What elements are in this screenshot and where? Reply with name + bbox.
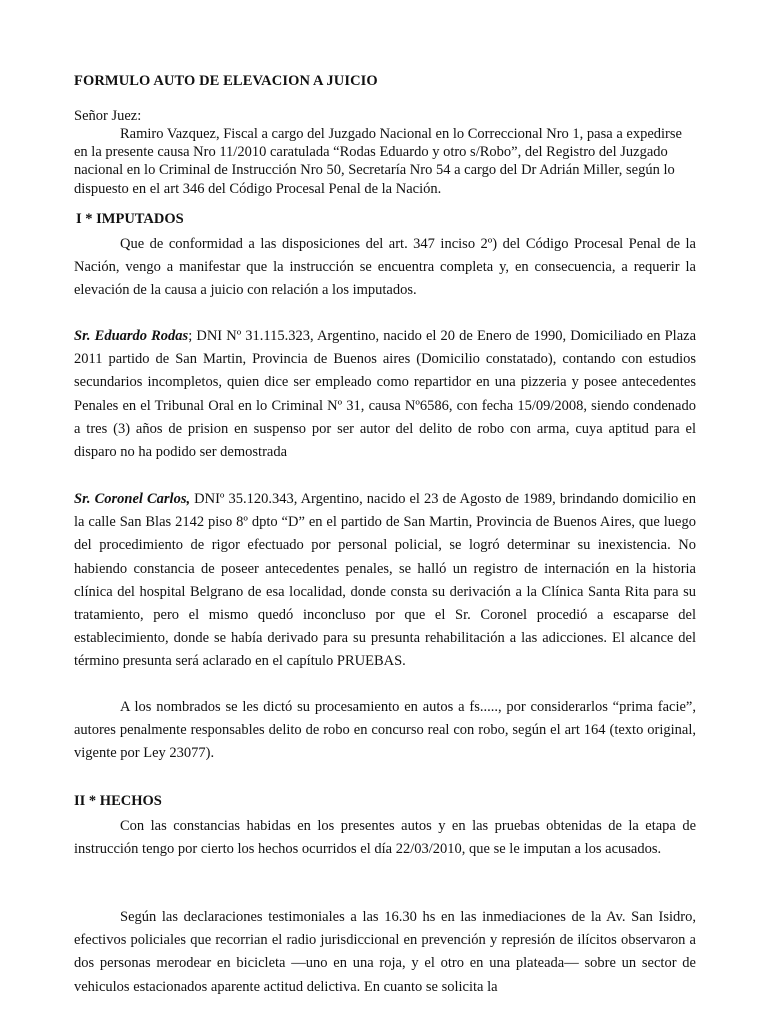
intro-text: Ramiro Vazquez, Fiscal a cargo del Juzgado Nacional en lo Correccional Nro 1, pasa a expedirse en la presente causa Nro 11/2010 caratulada “Rodas Eduardo y otro s/Robo”, del Registro del Juzgado nacional en lo Criminal de Instrucción Nro 50, Secretaría Nro 54 a cargo del Dr Adrián Miller, según lo dispuesto en el art 346 del Código Procesal Penal de la Nación.: [74, 126, 682, 197]
paragraph-testimoniales: [74, 906, 696, 999]
salutation: Señor Juez:: [74, 108, 142, 124]
paragraph-conformidad: [74, 233, 696, 303]
section-heading-hechos: II * HECHOS: [74, 793, 162, 809]
paragraph-text: A los nombrados se les dictó su procesamiento en autos a fs....., por considerarlos “prima facie”, autores penalmente responsables delito de robo en concurso real con robo, según el art 164 (texto original, vigente por Ley 23077).: [74, 699, 696, 762]
paragraph-text: Con las constancias habidas en los presentes autos y en las pruebas obtenidas de la etapa de instrucción tengo por cierto los hechos ocurridos el día 22/03/2010, que se le imputan a los acusados.: [74, 818, 696, 858]
paragraph-text: Según las declaraciones testimoniales a las 16.30 hs en las inmediaciones de la Av. San Isidro, efectivos policiales que recorrian el radio jurisdiccional en prevención y represión de ilícitos observaron a dos personas merodear en bicicleta —uno en una roja, y el otro en una plateada— sobre un sector de vehiculos estacionados aparente actitud delictiva. En cuanto se solicita la: [74, 909, 696, 995]
document-title: FORMULO AUTO DE ELEVACION A JUICIO: [74, 73, 378, 89]
section-heading-imputados: I * IMPUTADOS: [76, 211, 184, 227]
paragraph-accused-coronel: [74, 488, 696, 674]
accused-name-rodas: Sr. Eduardo Rodas: [74, 328, 189, 344]
accused-details-coronel: DNIº 35.120.343, Argentino, nacido el 23 de Agosto de 1989, brindando domicilio en la calle San Blas 2142 piso 8º dpto “D” en el partido de San Martin, Provincia de Buenos Aires, que luego del procedimiento de rigor efectuado por personal policial, se logró determinar su inexistencia. No habiendo constancia de poseer antecedentes penales, se halló un registro de internación en la historia clínica del hospital Belgrano de esa localidad, donde consta su derivación a la Clínica Santa Rita para su tratamiento, pero el mismo quedó inconcluso por que el Sr. Coronel procedió a escaparse del establecimiento, donde se había derivado para su presunta rehabilitación a las adicciones. El alcance del término presunta será aclarado en el capítulo PRUEBAS.: [74, 491, 696, 670]
accused-details-rodas: ; DNI Nº 31.115.323, Argentino, nacido el 20 de Enero de 1990, Domiciliado en Plaza 2011 partido de San Martin, Provincia de Buenos aires (Domicilio constatado), contando con estudios secundarios incompletos, quien dice ser empleado como repartidor en una pizzeria y posee antecedentes Penales en el Tribunal Oral en lo Criminal Nº 31, causa Nº6586, con fecha 15/09/2008, siendo condenado a tres (3) años de prision en suspenso por ser autor del delito de robo con arma, cuya aptitud para el disparo no ha podido ser demostrada: [74, 328, 696, 461]
paragraph-constancias: [74, 815, 696, 861]
paragraph-text: Que de conformidad a las disposiciones del art. 347 inciso 2º) del Código Procesal Penal de la Nación, vengo a manifestar que la instrucción se encuentra completa y, en consecuencia, a requerir la elevación de la causa a juicio con relación a los imputados.: [74, 236, 696, 299]
paragraph-procesamiento: [74, 696, 696, 766]
paragraph-accused-rodas: [74, 325, 696, 464]
intro-paragraph: [74, 125, 696, 198]
accused-name-coronel: Sr. Coronel Carlos,: [74, 491, 191, 507]
